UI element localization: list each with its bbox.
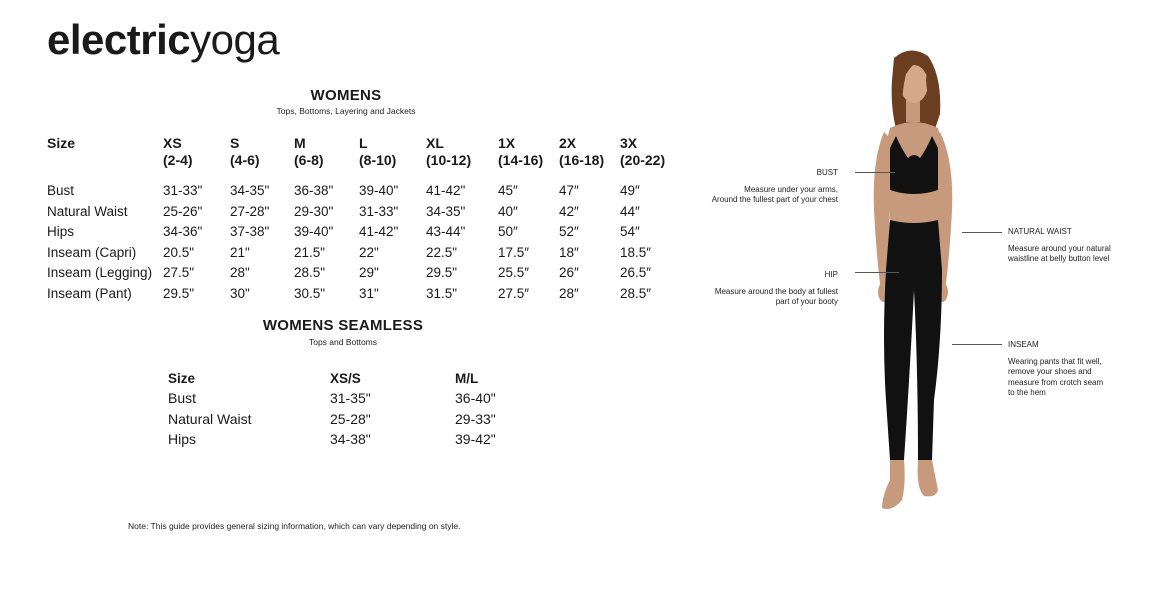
table-cell: 31.5" [426, 285, 458, 301]
table-cell: 27.5" [163, 265, 195, 280]
table-cell: 30.5" [294, 285, 326, 301]
table-cell: 49″ [620, 183, 640, 198]
table-cell: 29-30" [294, 203, 334, 219]
womens-size-table [47, 135, 680, 304]
table-cell: 28.5″ [620, 285, 652, 301]
table-cell: 31" [359, 285, 379, 301]
table-cell: 34-38" [330, 431, 371, 447]
size-col-header: S (4-6) [230, 135, 260, 168]
seamless-header-row [168, 370, 555, 388]
table-cell: 29-33" [455, 410, 496, 427]
brand-logo-light: yoga [190, 16, 280, 63]
table-cell: 36-38" [294, 183, 334, 198]
size-col-header: M (6-8) [294, 135, 324, 168]
row-label: Natural Waist [168, 410, 252, 427]
row-label: Inseam (Legging) [47, 265, 153, 280]
table-row [47, 202, 680, 223]
table-cell: 27-28" [230, 203, 270, 219]
inseam-callout-line: to the hem [1008, 388, 1046, 397]
table-cell: 18.5″ [620, 244, 652, 260]
brand-logo [47, 16, 279, 64]
table-row [168, 388, 555, 409]
size-header: Size [168, 371, 196, 386]
table-cell: 45″ [498, 183, 518, 198]
hip-leader-line [855, 272, 899, 273]
hip-callout [690, 270, 838, 308]
inseam-callout-line: Wearing pants that fit well, [1008, 356, 1102, 366]
table-cell: 34-35" [426, 203, 466, 219]
bust-callout-line: Around the fullest part of your chest [711, 195, 838, 204]
seamless-title: WOMENS SEAMLESS [262, 317, 424, 334]
table-cell: 41-42" [426, 183, 466, 198]
hip-callout-line: part of your booty [775, 297, 838, 306]
waist-callout-line: waistline at belly button level [1008, 254, 1110, 263]
table-cell: 39-40" [294, 224, 334, 239]
table-cell: 26″ [559, 265, 579, 280]
size-header: Size [47, 135, 76, 151]
table-cell: 41-42" [359, 224, 399, 239]
table-cell: 34-35" [230, 183, 270, 198]
table-row [168, 429, 555, 450]
bust-callout [690, 168, 838, 206]
table-cell: 40″ [498, 203, 518, 219]
table-cell: 28" [230, 265, 250, 280]
womens-title: WOMENS [310, 87, 382, 104]
size-col-header: 2X (16-18) [559, 135, 605, 168]
table-cell: 31-35" [330, 390, 371, 406]
inseam-callout-title: INSEAM [1008, 340, 1039, 349]
disclaimer-note: Note: This guide provides general sizing information, which can vary depending on style. [128, 521, 461, 531]
waist-callout [1008, 227, 1158, 265]
table-cell: 36-40" [455, 390, 496, 406]
table-cell: 54″ [620, 224, 640, 239]
table-row [47, 263, 680, 284]
table-cell: 43-44" [426, 224, 466, 239]
table-cell: 25-28" [330, 410, 371, 427]
table-cell: 20.5" [163, 244, 195, 260]
bust-leader-line [855, 172, 895, 173]
inseam-callout-line: remove your shoes and [1008, 367, 1092, 376]
seamless-size-table [168, 370, 555, 450]
table-row [47, 181, 680, 202]
table-cell: 47″ [559, 183, 579, 198]
size-col-header: L (8-10) [359, 135, 397, 168]
size-col-header: XS/S [330, 371, 361, 386]
table-cell: 28″ [559, 285, 579, 301]
table-cell: 29" [359, 265, 379, 280]
table-cell: 50″ [498, 224, 518, 239]
table-cell: 22" [359, 244, 379, 260]
row-label: Hips [47, 224, 75, 239]
inseam-callout [1008, 340, 1158, 399]
row-label: Inseam (Capri) [47, 244, 137, 260]
size-col-header: M/L [455, 371, 479, 386]
table-cell: 29.5" [426, 265, 458, 280]
table-row [168, 409, 555, 430]
hip-callout-title: HIP [824, 270, 838, 279]
table-cell: 39-42" [455, 431, 496, 447]
table-cell: 21.5" [294, 244, 326, 260]
table-cell: 44″ [620, 203, 640, 219]
inseam-callout-line: measure from crotch seam [1008, 377, 1104, 387]
table-cell: 22.5" [426, 244, 458, 260]
brand-logo-bold: electric [47, 16, 191, 63]
size-col-header: 1X (14-16) [498, 135, 544, 168]
table-cell: 25-26" [163, 203, 203, 219]
table-cell: 27.5″ [498, 285, 530, 301]
bust-callout-line: Measure under your arms, [744, 184, 838, 194]
table-row [47, 243, 680, 264]
waist-callout-line: Measure around your natural [1008, 243, 1111, 253]
waist-leader-line [962, 232, 1002, 233]
table-row [47, 222, 680, 243]
table-cell: 31-33" [359, 203, 399, 219]
table-row [47, 284, 680, 305]
table-cell: 34-36" [163, 224, 203, 239]
table-cell: 21" [230, 244, 250, 260]
table-cell: 25.5″ [498, 265, 530, 280]
table-cell: 39-40" [359, 183, 399, 198]
row-label: Bust [168, 390, 197, 406]
table-cell: 28.5" [294, 265, 326, 280]
row-label: Bust [47, 183, 75, 198]
seamless-subtitle: Tops and Bottoms [308, 337, 378, 347]
table-cell: 18″ [559, 244, 579, 260]
table-cell: 37-38" [230, 224, 270, 239]
table-cell: 52″ [559, 224, 579, 239]
table-cell: 42″ [559, 203, 579, 219]
size-col-header: XL (10-12) [426, 135, 472, 168]
size-col-header: 3X (20-22) [620, 135, 666, 168]
size-col-header: XS (2-4) [163, 135, 193, 168]
model-figure-illustration [810, 40, 1010, 520]
table-cell: 31-33" [163, 183, 203, 198]
table-cell: 17.5″ [498, 244, 530, 260]
womens-subtitle: Tops, Bottoms, Layering and Jackets [276, 106, 416, 116]
row-label: Inseam (Pant) [47, 285, 132, 301]
table-cell: 29.5" [163, 285, 195, 301]
womens-header-row [47, 135, 680, 181]
table-cell: 30" [230, 285, 250, 301]
inseam-leader-line [952, 344, 1002, 345]
waist-callout-title: NATURAL WAIST [1008, 227, 1072, 236]
table-cell: 26.5″ [620, 265, 652, 280]
row-label: Natural Waist [47, 203, 128, 219]
row-label: Hips [168, 431, 197, 447]
bust-callout-title: BUST [816, 168, 838, 177]
hip-callout-line: Measure around the body at fullest [714, 286, 838, 296]
